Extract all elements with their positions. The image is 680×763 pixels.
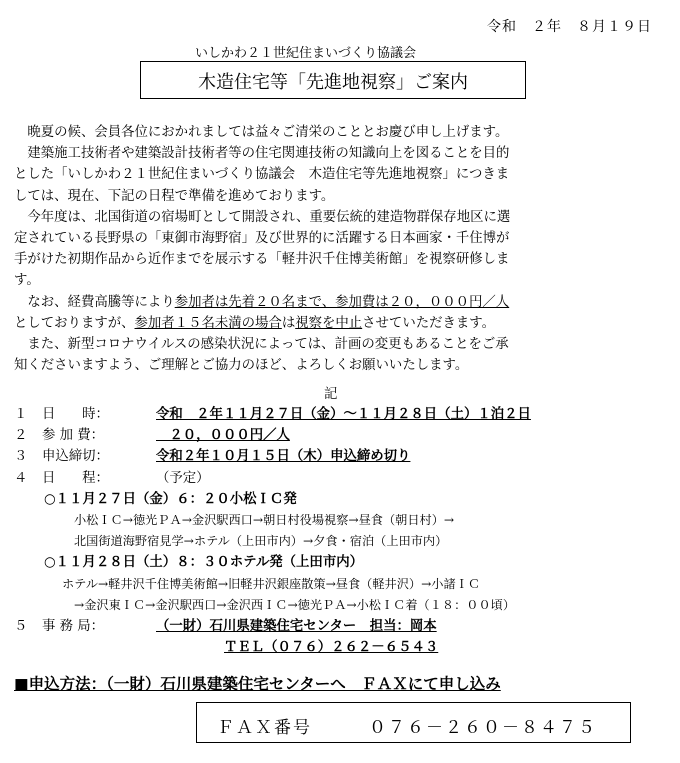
item-number: ５ [14, 618, 28, 634]
day1-route-line1: 小松ＩＣ→徳光ＰＡ→金沢駅西口→朝日村役場視察→昼食（朝日村）→ [74, 512, 455, 527]
fax-box [196, 702, 631, 743]
item-label: 日 時： [42, 407, 109, 422]
telephone-number: ＴＥＬ（０７６）２６２－６５４３ [224, 639, 439, 656]
item-number: ３ [14, 449, 28, 465]
detail-row-tel [14, 637, 666, 658]
body-line [14, 313, 666, 334]
day2-heading: ○１１月２８日（土）８：３０ホテル発（上田市内） [44, 554, 363, 571]
fee-value: ２０，０００円／人 [156, 427, 290, 444]
body-text-span: は [281, 315, 296, 331]
day2-route-line1: ホテル→軽井沢千住博美術館→旧軽井沢銀座散策→昼食（軽井沢）→小諸ＩＣ [62, 576, 481, 591]
schedule-route [14, 531, 666, 552]
schedule-note: （予定） [156, 470, 210, 486]
body-text-span: させていただきます。 [362, 315, 495, 331]
day2-route-line2: →金沢東ＩＣ→金沢駅西口→金沢西ＩＣ→徳光ＰＡ→小松ＩＣ着（１８：００頃） [74, 597, 516, 612]
body-line: 知くださいますよう、ご理解とご協力のほど、よろしくお願いいたします。 [14, 358, 469, 374]
item-number: ２ [14, 428, 28, 444]
item-label: 日 程： [42, 470, 109, 486]
office-value: （一財）石川県建築住宅センター 担当：岡本 [156, 617, 437, 634]
participant-limit-note: 参加者は先着２０名まで、参加費は２０，０００円／人 [174, 294, 510, 310]
body-text [14, 122, 666, 376]
body-line: また、新型コロナウイルスの感染状況によっては、計画の変更もあることをご承 [14, 337, 509, 353]
body-line: 手がけた初期作品から近作までを展示する「軽井沢千住博美術館」を視察研修しま [14, 252, 510, 268]
detail-row-deadline [14, 446, 666, 467]
ki-heading: 記 [324, 387, 338, 402]
detail-row-schedule [14, 468, 666, 489]
body-line: す。 [14, 273, 40, 289]
detail-row-office [14, 616, 666, 637]
body-line: 晩夏の候、会員各位におかれましては益々ご清栄のこととお慶び申し上げます。 [14, 125, 509, 140]
day1-route-line2: 北国街道海野宿見学→ホテル（上田市内）→夕食・宿泊（上田市内） [74, 534, 448, 549]
schedule-day2 [14, 552, 666, 573]
detail-row-fee [14, 425, 666, 446]
item-label: 事 務 局： [42, 618, 105, 634]
application-method: ■申込方法：（一財）石川県建築住宅センターへ ＦＡＸにて申し込み [14, 674, 501, 693]
cancellation-note: 視察を中止 [295, 315, 363, 331]
schedule-day1 [14, 489, 666, 510]
page-title: 木造住宅等「先進地視察」ご案内 [198, 72, 468, 93]
schedule-route [14, 595, 666, 616]
day1-heading: ○１１月２７日（金）６：２０小松ＩＣ発 [44, 490, 297, 507]
body-text-span: としておりますが、 [14, 315, 135, 331]
body-line: しては、現在、下記の日程で準備を進めております。 [14, 188, 335, 204]
schedule-route [14, 574, 666, 595]
body-line: 建築施工技術者や建築設計技術者等の住宅関連技術の知識向上を図ることを目的 [14, 146, 510, 162]
body-line: 定されている長野県の「東御市海野宿」及び世界的に活躍する日本画家・千住博が [14, 231, 510, 247]
date-value: 令和 ２年１１月２７日（金）～１１月２８日（土）１泊２日 [156, 406, 531, 422]
details-list [14, 404, 666, 658]
item-number: １ [14, 407, 28, 422]
organization-name: いしかわ２１世紀住まいづくり協議会 [195, 46, 417, 61]
schedule-route [14, 510, 666, 531]
item-number: ４ [14, 470, 28, 486]
fax-number: ＦＡＸ番号 ０７６－２６０－８４７５ [217, 718, 597, 738]
body-text-span: なお、経費高騰等により [14, 294, 175, 310]
item-label: 申込締切： [42, 449, 109, 465]
title-box [140, 61, 526, 99]
item-label: 参 加 費： [42, 428, 105, 444]
body-line [14, 292, 666, 313]
body-line: 今年度は、北国街道の宿場町として開設され、重要伝統的建造物群保存地区に選 [14, 209, 511, 225]
body-line: とした「いしかわ２１世紀住まいづくり協議会 木造住宅等先進地視察」につきま [14, 167, 510, 183]
detail-row-date [14, 404, 666, 425]
date: 令和 ２年 ８月１９日 [487, 19, 652, 35]
deadline-value: 令和２年１０月１５日（木）申込締め切り [156, 448, 411, 465]
minimum-participants-note: 参加者１５名未満の場合 [134, 315, 282, 331]
